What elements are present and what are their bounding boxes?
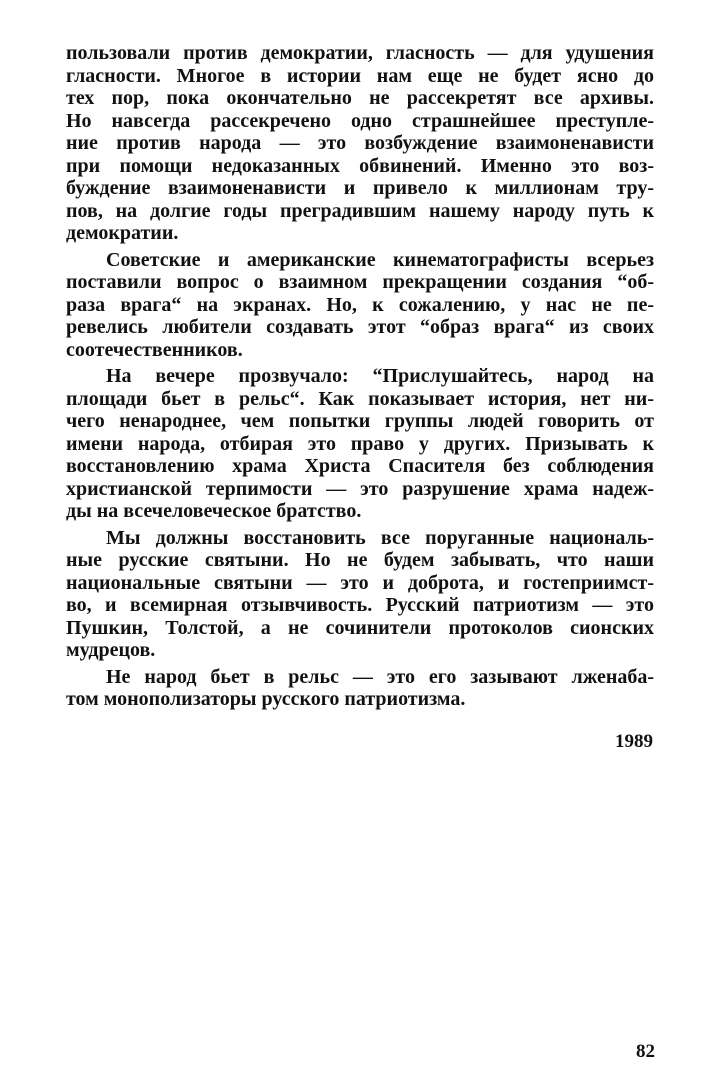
text-line: восстановлению храма Христа Спасителя без соблюдения [66,455,654,477]
text-line: чего ненароднее, чем попытки группы людей говорить от [66,410,654,432]
text-line: Мы должны восстановить все поруганные националь- [106,526,654,549]
paragraph [66,249,654,362]
paragraph [66,42,654,245]
text-line: тех пор, пока окончательно не рассекретят все архивы. [66,87,654,109]
text-line: Советские и американские кинематографисты всерьез [106,248,654,271]
date-year: 1989 [615,731,653,752]
text-line: том монополизаторы русского патриотизма. [66,688,466,710]
text-line: демократии. [66,222,179,244]
text-line: гласности. Многое в истории нам еще не будет ясно до [66,64,654,87]
text-line: при помощи недоказанных обвинений. Именно это воз- [66,154,654,177]
paragraph [66,666,654,711]
text-line: ные русские святыни. Но не будем забывать, что наши [66,549,654,571]
text-line: имени народа, отбирая это право у других. Призывать к [66,432,654,455]
text-line: национальные святыни — это и доброта, и гостеприимст- [66,571,654,594]
text-line: пов, на долгие годы преградившим нашему народу путь к [66,199,654,222]
text-line: мудрецов. [66,639,156,661]
text-line: На вечере прозвучало: “Прислушайтесь, народ на [106,365,654,387]
page-number: 82 [636,1041,655,1062]
text-line: раза врага“ на экранах. Но, к сожалению, у нас не пе- [66,293,654,316]
text-line: Пушкин, Толстой, а не сочинители протоколов сионских [66,616,654,639]
text-line: Но навсегда рассекречено одно страшнейшее преступле- [66,109,654,132]
text-line: поставили вопрос о взаимном прекращении создания “об- [66,271,654,293]
text-line: Не народ бьет в рельс — это его зазывают лженаба- [106,665,654,688]
text-line: христианской терпимости — это разрушение храма надеж- [66,477,654,500]
text-line: буждение взаимоненависти и привело к миллионам тру- [66,177,654,199]
text-line: соотечественников. [66,338,243,361]
paragraph [66,527,654,662]
body-text [66,42,654,711]
text-line: ды на всечеловеческое братство. [66,500,362,522]
paragraph [66,365,654,523]
text-line: ние против народа — это возбуждение взаимоненависти [66,132,654,154]
text-line: пользовали против демократии, гласность — для удушения [66,42,654,64]
text-line: площади бьет в рельс“. Как показывает история, нет ни- [66,387,654,410]
text-line: ревелись любители создавать этот “образ врага“ из своих [66,316,654,338]
text-line: во, и всемирная отзывчивость. Русский патриотизм — это [66,594,654,616]
